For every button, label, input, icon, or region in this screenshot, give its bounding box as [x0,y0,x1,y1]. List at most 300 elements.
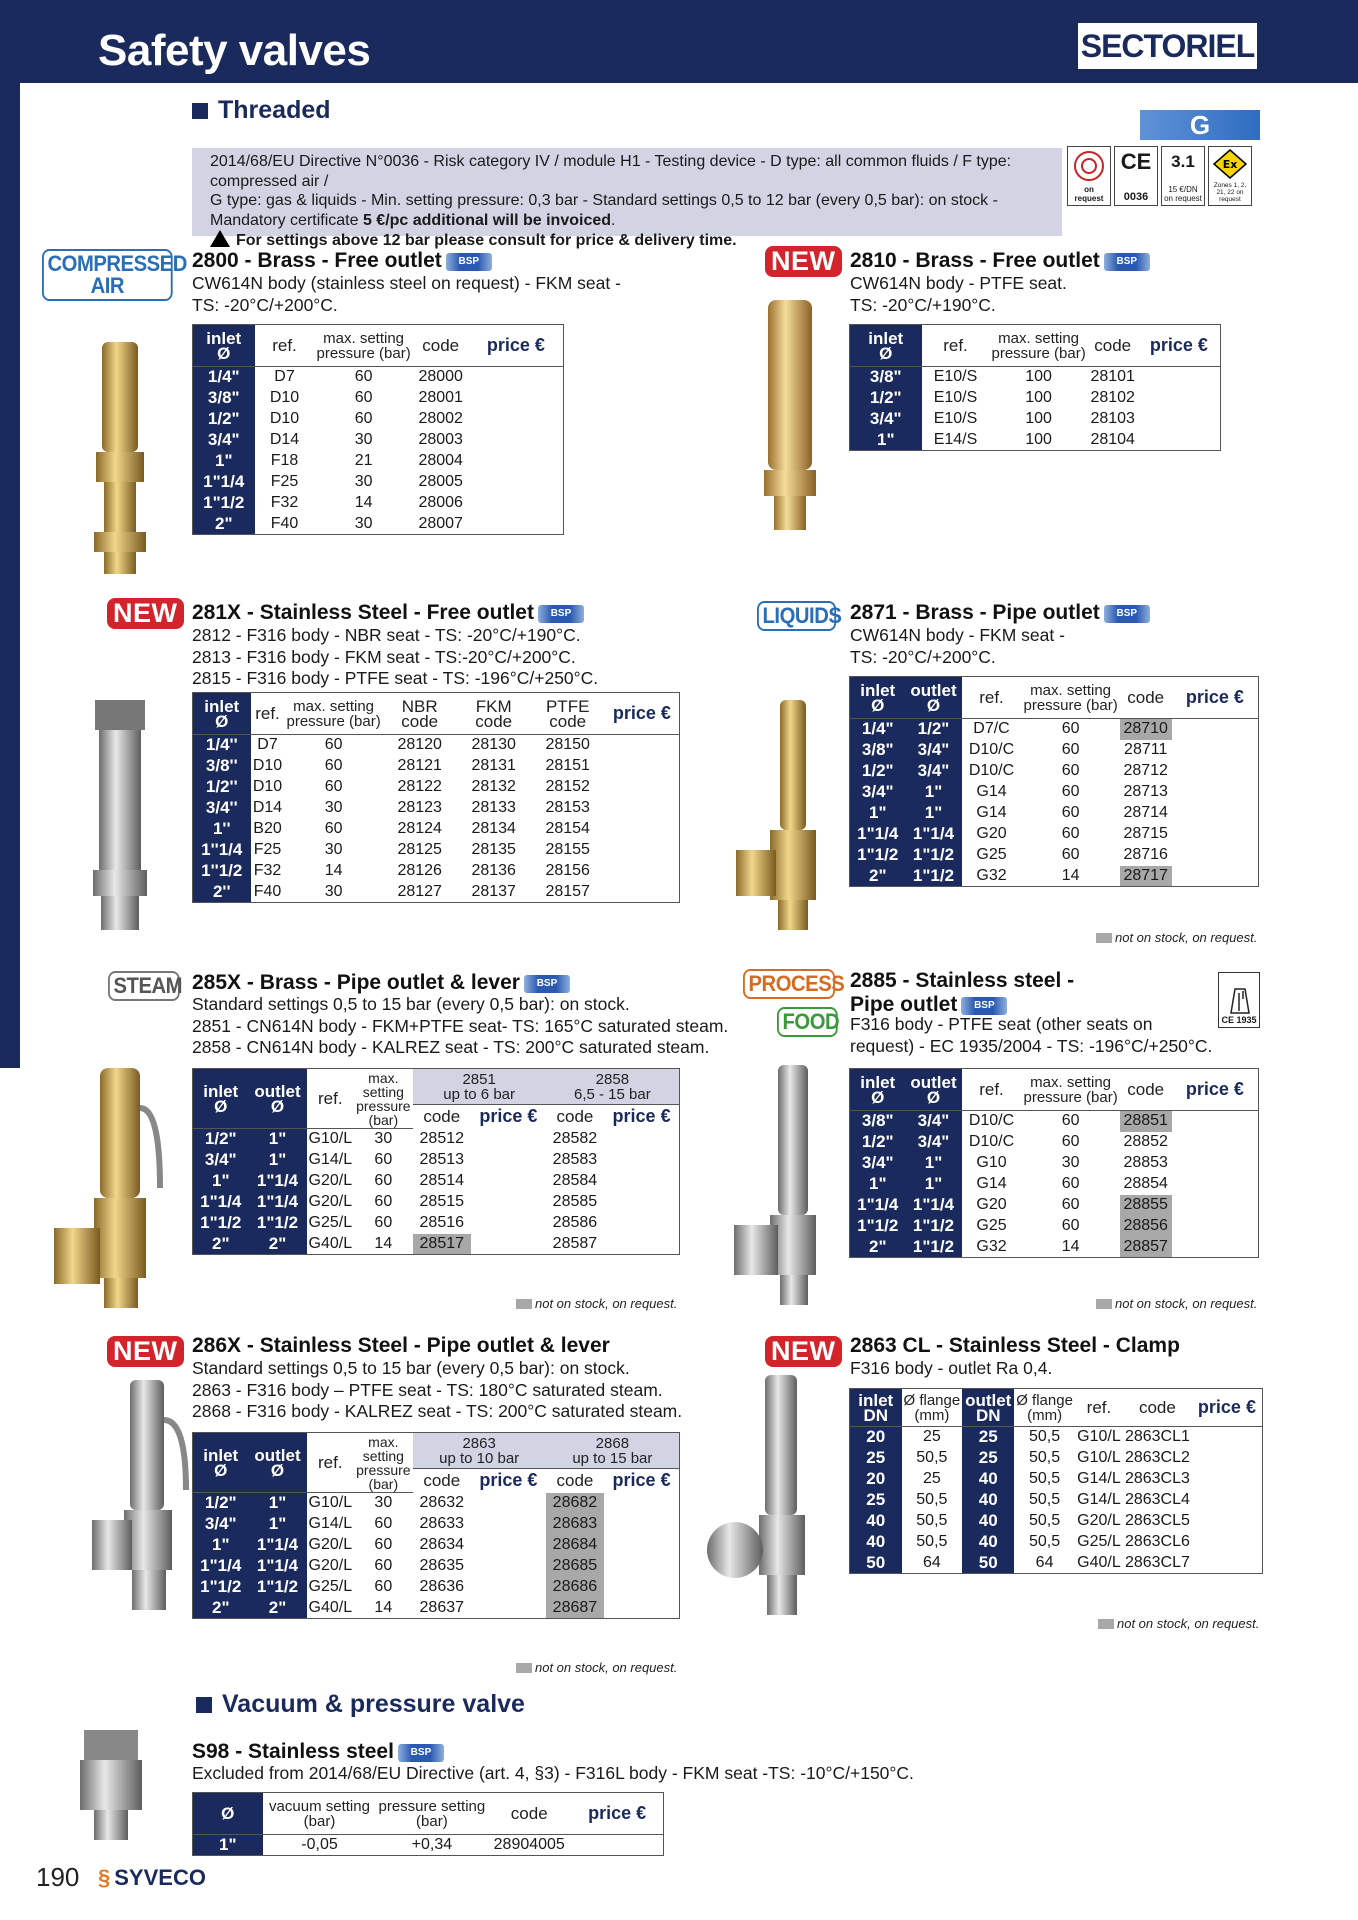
price-cell [605,819,680,840]
col-header: code [423,1471,461,1491]
table-cell: 1" [906,782,962,803]
table-cell: 1"1/2 [850,1216,906,1237]
directive-warning: For settings above 12 bar please consult for price & delivery time. [210,230,1044,251]
certification-icons [1067,146,1252,206]
price-cell [1192,1553,1263,1574]
table-cell: 28717 [1120,866,1172,887]
price-cell [604,1192,679,1213]
table-cell: 28514 [419,1172,465,1189]
table-cell: F25 [253,841,282,858]
table-cell: 50,5 [916,1512,948,1529]
table-cell: 28156 [545,862,590,879]
price-cell [1172,866,1259,887]
table-cell: 2863CL1 [1124,1428,1190,1446]
table-cell: 60 [1061,783,1080,800]
table-row [193,1577,680,1598]
price-cell [471,1535,546,1556]
table-cell: 50,5 [1029,1449,1061,1466]
table-2885 [849,1068,1259,1258]
table-cell: 3/8" [850,1111,906,1132]
section-threaded-heading: Threaded [192,96,331,125]
table-s98 [192,1792,664,1856]
table-row [850,1427,1263,1448]
table-cell: 1"1/4 [906,824,962,845]
steam-tag: STEAM [108,971,180,1001]
price-cell [571,1835,663,1856]
table-cell: G32 [976,1237,1007,1255]
table-cell: 1/2" [193,1493,249,1514]
table-cell: 1"1/2 [193,1213,249,1234]
table-cell: 30 [324,882,343,900]
table-cell: 1"1/2 [249,1213,307,1234]
col-header: price € [1172,1069,1259,1111]
table-cell: G14 [976,783,1007,800]
table-cell: G25/L [1077,1533,1121,1550]
table-cell: -0,05 [301,1836,338,1853]
table-cell: 21 [354,452,373,469]
price-cell [1138,367,1221,388]
table-cell: 28636 [419,1578,465,1595]
price-cell [1172,1195,1259,1216]
table-cell: 2'' [193,882,251,903]
col-header: outlet Ø [906,677,962,719]
table-cell: 28152 [545,778,590,795]
table-cell: 1" [249,1129,307,1150]
col-header: pressure setting (bar) [377,1793,488,1835]
table-cell: 28685 [546,1556,604,1577]
product-title-285x: 285X - Brass - Pipe outlet & lever BSP [192,971,570,995]
valve-2800-image [90,342,150,574]
col-header: max. setting pressure (bar) [315,325,413,367]
table-cell: E10/S [933,410,978,427]
table-cell: 28003 [418,431,463,448]
col-header: inlet Ø [193,693,251,735]
col-header: code [1120,1069,1172,1111]
table-cell: 28122 [397,778,442,795]
bullet-square-icon [196,1697,212,1713]
table-cell: 50,5 [916,1449,948,1466]
table-cell: 60 [1061,825,1080,842]
table-cell: 1'' [193,819,251,840]
table-cell: 60 [354,389,373,406]
table-row [850,866,1259,887]
table-cell: 3/4" [850,1153,906,1174]
table-cell: 28134 [471,820,516,837]
table-cell: G20/L [1077,1512,1121,1529]
table-row [193,430,564,451]
table-cell: 28102 [1090,389,1135,406]
product-desc-2800: CW614N body (stainless steel on request) - FKM seat - TS: -20°C/+200°C. [192,273,621,315]
table-cell: 2863CL5 [1124,1512,1190,1529]
col-header: ref. [922,325,990,367]
table-cell: 60 [374,1557,393,1574]
table-cell: 2" [850,1237,906,1258]
table-cell: 30 [324,799,343,816]
col-header: ref. [307,1433,355,1493]
table-cell: G40/L [1077,1553,1121,1571]
table-cell: 2" [249,1598,307,1619]
process-tag: PROCESS [743,969,835,999]
price-cell [471,1213,546,1234]
table-row [193,798,680,819]
grey-legend-swatch [1098,1619,1114,1629]
table-cell: 3/8'' [193,756,251,777]
price-cell [1172,1174,1259,1195]
table-cell: F40 [253,882,282,900]
table-cell: D10/C [968,762,1015,779]
table-cell: 28633 [419,1515,465,1532]
table-cell: D7 [257,736,278,754]
price-cell [471,1556,546,1577]
table-row [193,1493,680,1514]
table-cell: F18 [270,452,299,469]
table-row [850,1532,1263,1553]
table-row [193,819,680,840]
table-cell: E10/S [933,389,978,406]
table-cell: 1/4" [850,719,906,740]
table-cell: 60 [374,1515,393,1532]
price-cell [605,798,680,819]
svg-text:Ex: Ex [1222,158,1238,171]
price-cell [1172,803,1259,824]
price-cell [604,1556,679,1577]
col-header: price € [605,693,680,735]
price-cell [1172,719,1259,740]
product-desc-2863cl: F316 body - outlet Ra 0,4. [850,1358,1053,1378]
table-cell: 100 [1025,410,1052,427]
table-row [193,735,680,756]
table-row [193,1213,680,1234]
col-header: outlet Ø [906,1069,962,1111]
price-cell [1172,1132,1259,1153]
table-cell: 1"1/4 [193,1556,249,1577]
table-cell: 1/4" [193,367,255,388]
table-cell: 1/2" [193,409,255,430]
table-cell: 60 [1061,846,1080,863]
table-cell: 60 [1061,741,1080,758]
bullet-square-icon [192,103,208,119]
col-header: code [1123,1389,1192,1427]
table-cell: 25 [962,1448,1014,1469]
table-row [193,1150,680,1171]
table-cell: 28155 [545,841,590,858]
table-row [193,1129,680,1150]
table-row [850,761,1259,782]
table-cell: G10/L [1077,1449,1121,1466]
table-cell: 64 [1035,1553,1054,1571]
valve-286x-image [90,1380,200,1610]
price-cell [1192,1532,1263,1553]
product-desc-286x: Standard settings 0,5 to 15 bar (every 0,5 bar): on stock. 2863 - F316 body – PTFE seat - TS: 180°C saturated steam. 2868 - F316 body - KALREZ seat - TS: 200°C saturated steam. [192,1358,683,1421]
table-cell: 2" [193,1598,249,1619]
table-cell: B20 [253,820,282,837]
table-cell: 28582 [552,1130,598,1147]
col-header: Ø [193,1793,263,1835]
table-row [850,1174,1259,1195]
table-cell: E10/S [933,368,978,386]
table-row [850,1153,1259,1174]
page-title: Safety valves [98,26,371,75]
price-cell [471,1129,546,1150]
table-cell: 28585 [552,1193,598,1210]
food-contact-icon: CE 1935 [1218,972,1260,1028]
table-cell: 2" [193,514,255,535]
table-cell: 50,5 [916,1533,948,1550]
table-cell: 28713 [1123,783,1168,800]
table-cell: 1"1/4 [193,472,255,493]
table-cell: 30 [354,431,373,448]
table-cell: D10/C [968,741,1015,758]
bsp-badge: BSP [524,975,570,993]
table-row [193,777,680,798]
table-cell: G40/L [308,1234,353,1252]
product-title-2871: 2871 - Brass - Pipe outlet BSP [850,601,1150,625]
table-cell: 28101 [1090,368,1135,386]
table-cell: 100 [1025,368,1052,386]
product-title-2800: 2800 - Brass - Free outlet BSP [192,249,492,273]
product-title-s98: S98 - Stainless steel BSP [192,1740,444,1764]
table-cell: G14/L [308,1151,353,1168]
new-badge: NEW [765,246,842,277]
table-cell: 1"1/4 [193,1192,249,1213]
bsp-badge: BSP [1104,605,1150,623]
grey-legend-swatch [1096,933,1112,943]
table-cell: 28130 [471,736,516,754]
cert-31-icon: 3.1 15 €/DN on request [1161,146,1205,206]
table-281x [192,692,680,903]
table-cell: 14 [324,862,343,879]
table-cell: 14 [354,494,373,511]
price-cell [1192,1469,1263,1490]
valve-s98-image [76,1730,146,1840]
price-cell [469,430,564,451]
product-desc-281x: 2812 - F316 body - NBR seat - TS: -20°C/+190°C. 2813 - F316 body - FKM seat - TS:-20°C/+200°C. 2815 - F316 body - PTFE seat - TS: -196°C/+250°C. [192,625,599,688]
table-cell: 50,5 [1029,1428,1061,1446]
table-cell: 1"1/4 [850,824,906,845]
table-row [193,861,680,882]
table-row [193,1556,680,1577]
table-cell: 28587 [552,1234,598,1252]
col-header: ref. [307,1069,355,1129]
col-header: inlet Ø [850,1069,906,1111]
price-cell [605,882,680,903]
product-title-2885: 2885 - Stainless steel - Pipe outlet BSP [850,969,1075,1016]
table-row [850,1132,1259,1153]
table-cell: D14 [252,799,283,816]
col-header: code [1088,325,1138,367]
table-286x [192,1432,680,1619]
directive-line: Mandatory certificate 5 €/pc additional will be invoiced. [210,211,616,229]
col-header: inlet Ø [193,325,255,367]
table-cell: 20 [850,1469,902,1490]
price-cell [604,1535,679,1556]
price-cell [604,1598,679,1619]
table-cell: 1"1/2 [249,1577,307,1598]
col-header: code [487,1793,571,1835]
table-cell: 1" [193,451,255,472]
table-row [850,782,1259,803]
table-row [193,472,564,493]
price-cell [605,861,680,882]
table-cell: 1" [850,1174,906,1195]
table-cell: 40 [850,1532,902,1553]
col-header: price € [479,1470,538,1491]
table-cell: 1" [906,1174,962,1195]
table-cell: 1"1/4 [850,1195,906,1216]
table-row [850,367,1221,388]
price-cell [1138,430,1221,451]
table-cell: 1" [249,1514,307,1535]
price-cell [604,1493,679,1514]
table-cell: D10 [269,389,300,406]
table-cell: 3/4" [850,409,922,430]
table-cell: G14/L [308,1515,353,1532]
price-cell [605,777,680,798]
table-cell: 60 [1061,762,1080,779]
table-row [193,1514,680,1535]
table-cell: G20/L [308,1193,353,1210]
table-cell: 1"1/2 [850,845,906,866]
table-cell: 64 [922,1553,941,1571]
col-group-header: 2851 up to 6 bar [413,1069,546,1105]
col-header: max. setting pressure (bar) [356,1069,411,1128]
table-cell: 60 [1061,804,1080,821]
stock-note: not on stock, on request. [1096,930,1257,945]
table-cell: 28120 [397,736,442,754]
table-cell: D10 [252,757,283,774]
table-cell: 28853 [1123,1154,1168,1171]
table-cell: G10/L [308,1494,353,1512]
new-badge: NEW [765,1336,842,1367]
table-cell: 1"1/2 [193,1577,249,1598]
table-cell: 28150 [545,736,590,754]
table-cell: 50,5 [916,1491,948,1508]
product-desc-2810: CW614N body - PTFE seat. TS: -20°C/+190°C. [850,273,1067,315]
table-cell: G32 [976,866,1007,884]
table-cell: 1" [906,803,962,824]
price-cell [605,840,680,861]
table-cell: 28125 [397,841,442,858]
table-cell: G25/L [308,1214,353,1231]
table-cell: G14 [976,1175,1007,1192]
table-cell: 28006 [418,494,463,511]
col-header: code [556,1107,594,1127]
syveco-logo: § SYVECO [98,1865,206,1890]
table-cell: 28512 [419,1130,465,1147]
table-cell: 28135 [471,841,516,858]
col-header: inlet Ø [193,1069,249,1129]
table-row [850,409,1221,430]
price-cell [604,1514,679,1535]
table-cell: 1"1/4 [249,1535,307,1556]
table-cell: 50,5 [1029,1533,1061,1550]
table-cell: 1/2" [850,388,922,409]
table-cell: 25 [962,1427,1014,1448]
table-cell: G25 [976,1217,1007,1234]
table-cell: 28851 [1120,1111,1172,1132]
table-cell: 1/2" [193,1129,249,1150]
price-cell [471,1514,546,1535]
table-row [193,514,564,535]
table-row [850,824,1259,845]
table-cell: 28710 [1120,719,1172,740]
col-header: price € [1138,325,1221,367]
col-header: ref. [255,325,315,367]
table-cell: 28124 [397,820,442,837]
table-cell: G20 [976,1196,1007,1213]
valve-2885-image [728,1065,848,1305]
table-cell: 2" [850,866,906,887]
table-cell: 28516 [419,1214,465,1231]
price-cell [1172,782,1259,803]
table-cell: 30 [374,1130,393,1148]
table-cell: 28157 [545,882,590,900]
table-cell: 25 [922,1470,941,1487]
table-cell: 1/2'' [193,777,251,798]
col-header: max. setting pressure (bar) [1022,1069,1120,1111]
table-cell: 3/4" [193,1150,249,1171]
col-header: ref. [1075,1389,1123,1427]
table-cell: 25 [850,1448,902,1469]
table-row [193,1835,664,1856]
col-header: code [556,1471,594,1491]
table-row [850,1448,1263,1469]
table-row [193,367,564,388]
sectoriel-logo: SECTORIEL [1075,20,1260,72]
table-row [850,719,1259,740]
col-header: PTFE code [531,693,605,735]
col-header: inlet Ø [193,1433,249,1493]
table-cell: 1" [249,1493,307,1514]
col-group-header: 2858 6,5 - 15 bar [546,1069,680,1105]
price-cell [469,514,564,535]
table-cell: 30 [1061,1154,1080,1171]
table-cell: 28121 [397,757,442,774]
price-cell [469,388,564,409]
table-row [850,1237,1259,1258]
table-cell: 28635 [419,1557,465,1574]
table-2800 [192,324,564,535]
table-cell: F32 [270,494,299,511]
col-header: max. setting pressure (bar) [356,1433,411,1492]
table-cell: 28716 [1123,846,1168,863]
col-header: inlet Ø [850,325,922,367]
new-badge: NEW [107,1336,184,1367]
table-cell: 28712 [1123,762,1168,779]
table-2810 [849,324,1221,451]
table-cell: 28004 [418,452,463,469]
bsp-badge: BSP [398,1744,444,1762]
atex-icon: Ex Zones 1, 2, 21, 22 on request [1208,146,1252,206]
table-cell: 28904005 [493,1836,565,1853]
col-header: price € [469,325,564,367]
table-cell: 60 [354,368,373,386]
price-cell [1172,1153,1259,1174]
table-cell: 3/4" [906,740,962,761]
table-cell: 3/8" [850,740,906,761]
col-header: inlet DN [850,1389,902,1427]
table-cell: 28584 [552,1172,598,1189]
price-cell [469,367,564,388]
table-row [850,845,1259,866]
table-cell: 28123 [397,799,442,816]
table-cell: 1" [193,1535,249,1556]
table-cell: 30 [354,514,373,532]
col-header: price € [612,1470,671,1491]
table-row [850,1111,1259,1132]
table-cell: 28683 [546,1514,604,1535]
product-title-2863cl: 2863 CL - Stainless Steel - Clamp [850,1334,1180,1357]
